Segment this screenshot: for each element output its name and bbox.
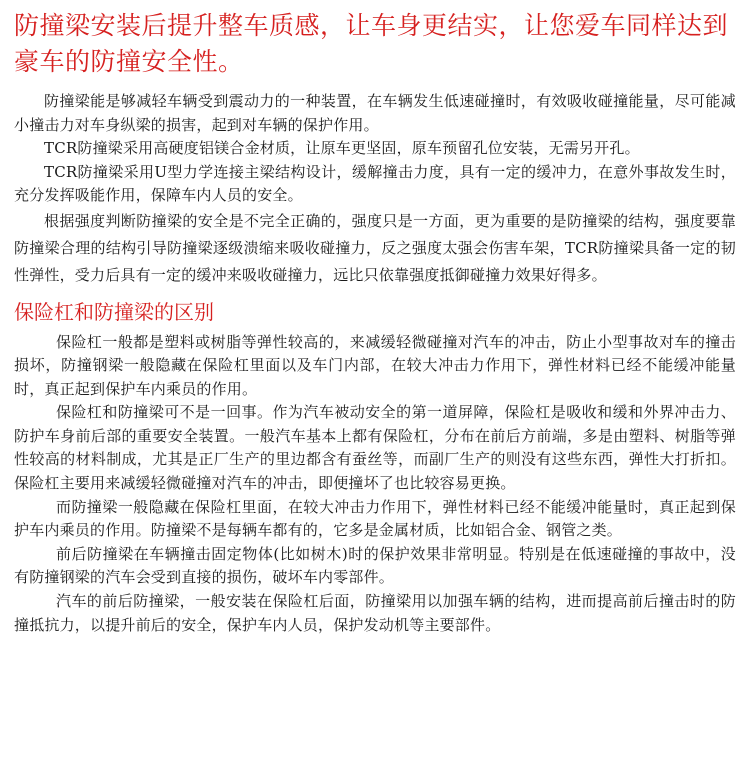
intro-paragraph-3: TCR防撞梁采用U型力学连接主梁结构设计，缓解撞击力度，具有一定的缓冲力，在意外事故发生时，充分发挥吸能作用，保障车内人员的安全。	[14, 162, 736, 204]
difference-paragraph-1: 保险杠一般都是塑料或树脂等弹性较高的，来减缓轻微碰撞对汽车的冲击，防止小型事故对车的撞击损坏，防撞钢梁一般隐藏在保险杠里面以及车门内部，在较大冲击力作用下，弹性材料已经不能缓冲能量时，真正起到保护车内乘员的作用。	[14, 332, 736, 398]
intro-paragraph-2: TCR防撞梁采用高硬度铝镁合金材质，让原车更坚固，原车预留孔位安装，无需另开孔。	[44, 139, 640, 157]
difference-paragraph-3: 而防撞梁一般隐藏在保险杠里面，在较大冲击力作用下，弹性材料已经不能缓冲能量时，真正起到保护车内乘员的作用。防撞梁不是每辆车都有的，它多是金属材质，比如铝合金、钢管之类。	[14, 497, 736, 540]
difference-paragraph-5: 汽车的前后防撞梁，一般安装在保险杠后面，防撞梁用以加强车辆的结构，进而提高前后撞击时的防撞抵抗力，以提升前后的安全，保护车内人员，保护发动机等主要部件。	[14, 592, 736, 634]
intro-paragraph-4: 根据强度判断防撞梁的安全是不完全正确的，强度只是一方面，更为重要的是防撞梁的结构，强度要靠防撞梁合理的结构引导防撞梁逐级溃缩来吸收碰撞力，反之强度太强会伤害车架，TCR防撞梁具备一定的韧性弹性，受力后具有一定的缓冲来吸收碰撞力，远比只依靠强度抵御碰撞力效果好得多。	[14, 211, 736, 284]
section-intro	[14, 90, 736, 289]
headline: 防撞梁安装后提升整车质感，让车身更结实，让您爱车同样达到豪车的防撞安全性。	[14, 11, 729, 76]
section-difference	[14, 331, 736, 638]
section-title: 保险杠和防撞梁的区别	[14, 299, 214, 324]
difference-paragraph-4: 前后防撞梁在车辆撞击固定物体(比如树木)时的保护效果非常明显。特别是在低速碰撞的事故中，没有防撞钢梁的汽车会受到直接的损伤，破坏车内零部件。	[14, 544, 736, 587]
difference-paragraph-2: 保险杠和防撞梁可不是一回事。作为汽车被动安全的第一道屏障，保险杠是吸收和缓和外界冲击力、防护车身前后部的重要安全装置。一般汽车基本上都有保险杠，分布在前后方前端，多是由塑料、树脂等弹性较高的材料制成，尤其是正厂生产的里边都含有蚕丝等，而副厂生产的则没有这些东西，弹性大打折扣。保险杠主要用来减缓轻微碰撞对汽车的冲击，即便撞坏了也比较容易更换。	[14, 403, 736, 493]
intro-paragraph-1: 防撞梁能是够减轻车辆受到震动力的一种装置，在车辆发生低速碰撞时，有效吸收碰撞能量，尽可能减小撞击力对车身纵梁的损害，起到对车辆的保护作用。	[14, 92, 736, 134]
